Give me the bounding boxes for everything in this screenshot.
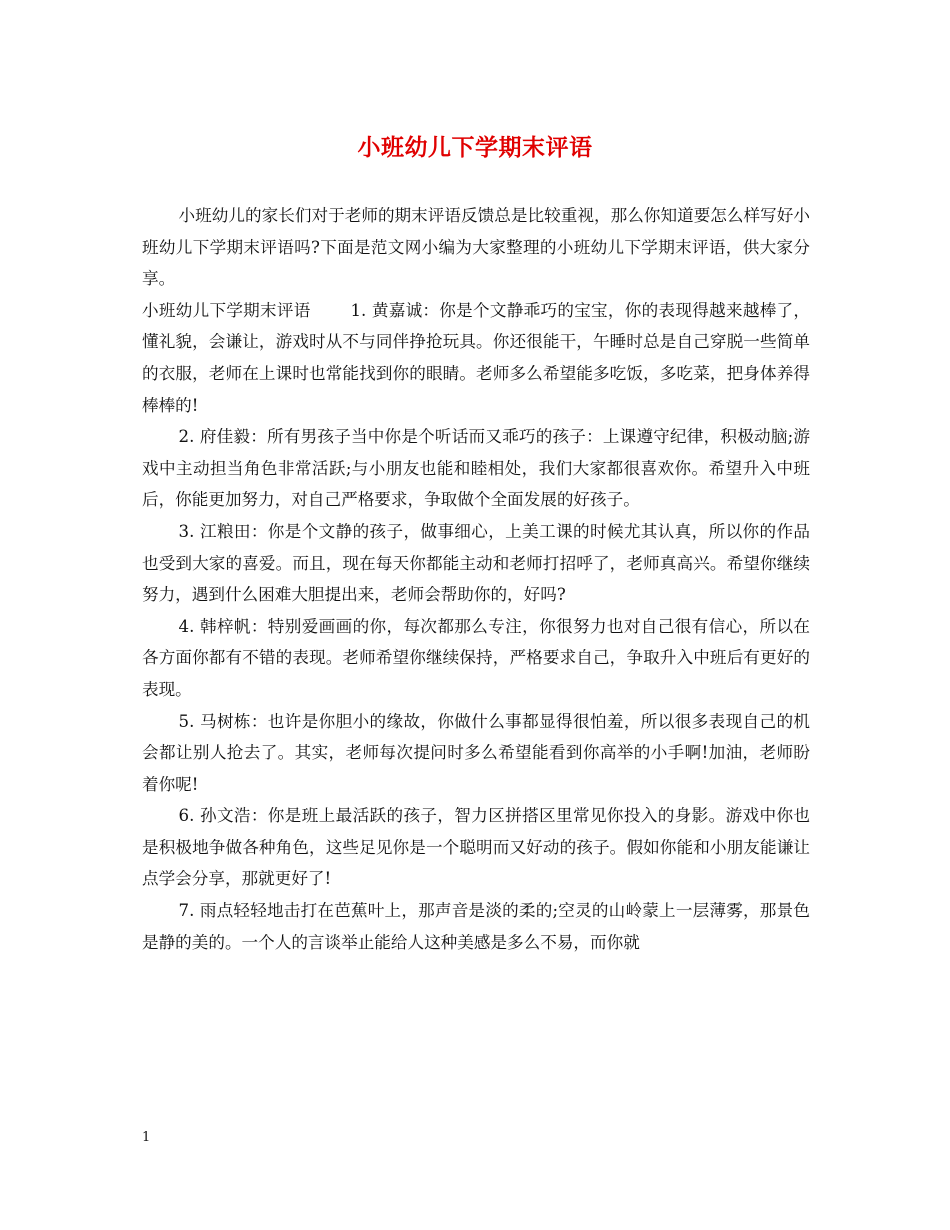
comment-paragraph-3: 3. 江粮田：你是个文静的孩子，做事细心，上美工课的时候尤其认真，所以你的作品也受到大家的喜爱。而且，现在每天你都能主动和老师打招呼了，老师真高兴。希望你继续努力，遇到什么困难大胆提出来，老师会帮助你的，好吗? [142,521,810,605]
comment-paragraph-4: 4. 韩梓帆：特别爱画画的你，每次都那么专注，你很努力也对自己很有信心，所以在各方面你都有不错的表现。老师希望你继续保持，严格要求自己，争取升入中班后有更好的表现。 [142,616,810,699]
comment-paragraph-1 [142,295,810,421]
document-body [142,200,810,958]
comment-paragraph-2: 2. 府佳毅：所有男孩子当中你是个听话而又乖巧的孩子：上课遵守纪律，积极动脑;游戏中主动担当角色非常活跃;与小朋友也能和睦相处，我们大家都很喜欢你。希望升入中班后，你能更加努力，对自己严格要求，争取做个全面发展的好孩子。 [142,427,810,510]
comment-paragraph-5: 5. 马树栋：也许是你胆小的缘故，你做什么事都显得很怕羞，所以很多表现自己的机会都让别人抢去了。其实，老师每次提问时多么希望能看到你高举的小手啊!加油，老师盼着你呢! [142,711,810,794]
comment-paragraph-6: 6. 孙文浩：你是班上最活跃的孩子，智力区拼搭区里常见你投入的身影。游戏中你也是积极地争做各种角色，这些足见你是一个聪明而又好动的孩子。假如你能和小朋友能谦让点学会分享，那就更好了! [142,806,810,889]
comment-text-1: 1. 黄嘉诚：你是个文静乖巧的宝宝，你的表现得越来越棒了，懂礼貌，会谦让，游戏时从不与同伴挣抢玩具。你还很能干，午睡时总是自己穿脱一些简单的衣服，老师在上课时也常能找到你的眼睛。老师多么希望能多吃饭，多吃菜，把身体养得棒棒的! [142,300,811,415]
document-title: 小班幼儿下学期末评语 [357,134,593,161]
section-heading: 小班幼儿下学期末评语 [142,300,311,320]
comment-paragraph-7: 7. 雨点轻轻地击打在芭蕉叶上，那声音是淡的柔的;空灵的山岭蒙上一层薄雾，那景色是静的美的。一个人的言谈举止能给人这种美感是多么不易，而你就 [142,901,810,952]
page-number: 1 [142,1130,151,1145]
intro-paragraph: 小班幼儿的家长们对于老师的期末评语反馈总是比较重视，那么你知道要怎么样写好小班幼儿下学期末评语吗?下面是范文网小编为大家整理的小班幼儿下学期末评语，供大家分享。 [142,206,810,289]
